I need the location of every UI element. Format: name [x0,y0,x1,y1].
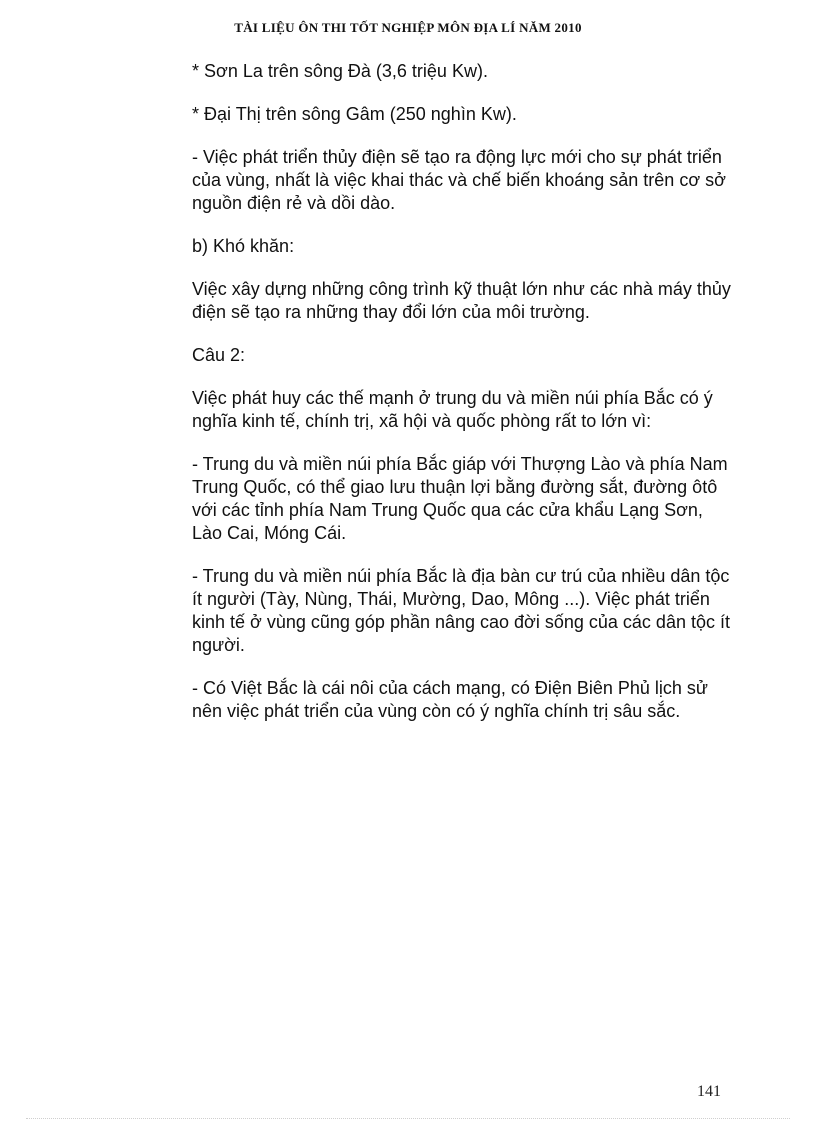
bottom-divider [26,1118,790,1119]
paragraph-son-la: * Sơn La trên sông Đà (3,6 triệu Kw). [192,61,488,81]
paragraph-significance-intro: Việc phát huy các thế mạnh ở trung du và miền núi phía Bắc có ý nghĩa kinh tế, chính trị, xã hội và quốc phòng rất to lớn vì: [192,388,713,431]
paragraph-difficulties-heading: b) Khó khăn: [192,236,295,256]
paragraph-hydropower-development: - Việc phát triển thủy điện sẽ tạo ra động lực mới cho sự phát triển của vùng, nhất là việc khai thác và chế biến khoáng sản trên cơ sở nguồn điện rẻ và dồi dào. [192,147,726,213]
paragraph-dai-thi: * Đại Thị trên sông Gâm (250 nghìn Kw). [192,104,517,124]
paragraph-border-trade: - Trung du và miền núi phía Bắc giáp với Thượng Lào và phía Nam Trung Quốc, có thể giao lưu thuận lợi bằng đường sắt, đường ôtô với các tỉnh phía Nam Trung Quốc qua các cửa khẩu Lạng Sơn, Lào Cai, Móng Cái. [192,454,728,543]
paragraph-ethnic-minorities: - Trung du và miền núi phía Bắc là địa bàn cư trú của nhiều dân tộc ít người (Tày, Nùng, Thái, Mường, Dao, Mông ...). Việc phát triển kinh tế ở vùng cũng góp phần nâng cao đời sống của các dân tộc ít người. [192,566,730,655]
paragraph-question-2-heading: Câu 2: [192,345,246,365]
document-body [192,60,732,743]
page-header: TÀI LIỆU ÔN THI TỐT NGHIỆP MÔN ĐỊA LÍ NĂM 2010 [234,20,582,35]
page-number: 141 [697,1083,721,1100]
paragraph-environment-change: Việc xây dựng những công trình kỹ thuật lớn như các nhà máy thủy điện sẽ tạo ra những thay đổi lớn của môi trường. [192,279,731,322]
paragraph-viet-bac-revolution: - Có Việt Bắc là cái nôi của cách mạng, có Điện Biên Phủ lịch sử nên việc phát triển của vùng còn có ý nghĩa chính trị sâu sắc. [192,678,708,721]
